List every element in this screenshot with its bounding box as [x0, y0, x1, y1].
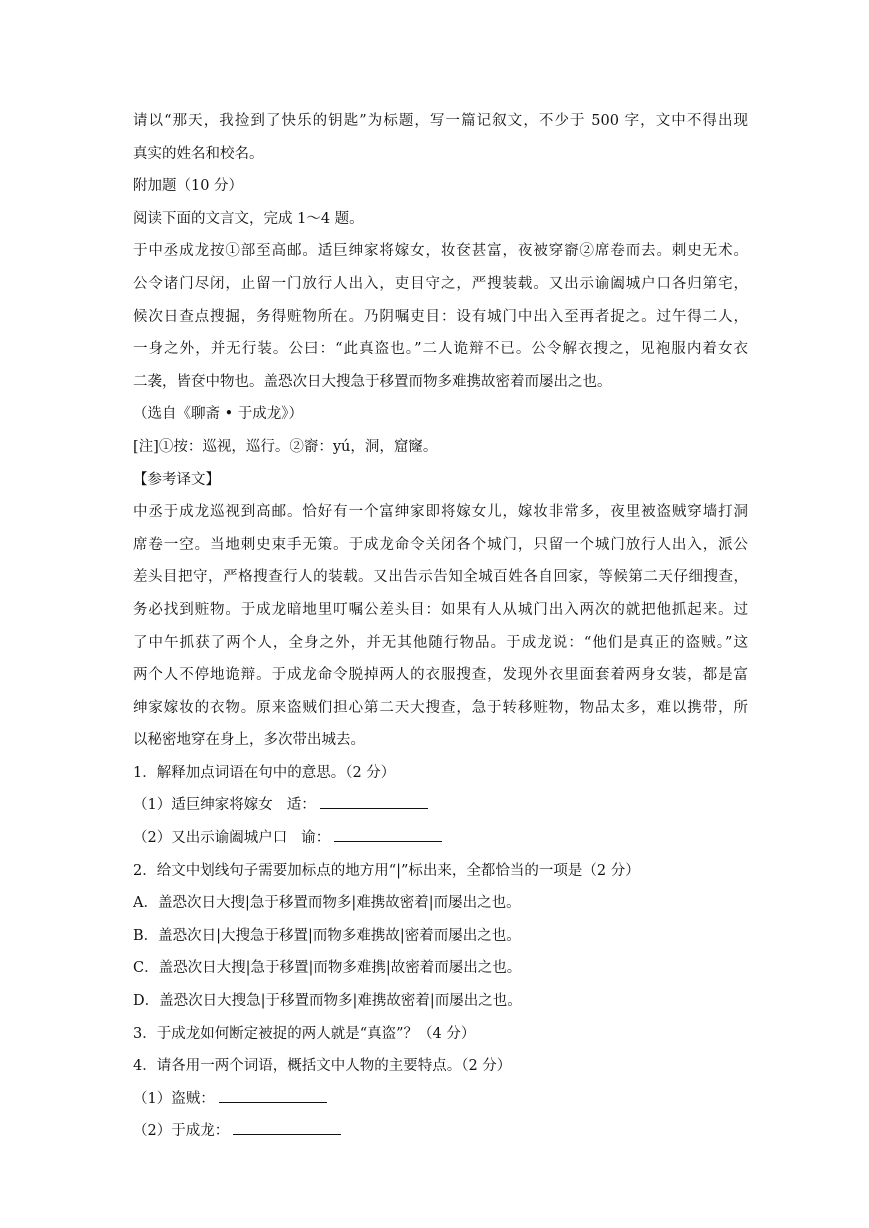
question-1-stem: 1．解释加点词语在句中的意思。（2 分） — [133, 764, 396, 781]
answer-blank[interactable] — [320, 794, 428, 809]
translation-line: 两个人不停地诡辩。于成龙命令脱掉两人的衣服搜查，发现外衣里面套着两身女装，都是富 — [133, 667, 748, 684]
source-citation: （选自《聊斋 • 于成龙》） — [133, 406, 304, 423]
classical-text-line: 二袭，皆奁中物也。盖恐次日大搜急于移置而物多难携故密着而屡出之也。 — [133, 373, 612, 390]
translation-line: 了中午抓获了两个人，全身之外，并无其他随行物品。于成龙说：“他们是真正的盗贼。”这 — [133, 634, 748, 651]
translation-line: 中丞于成龙巡视到高邮。恰好有一个富绅家即将嫁女儿，嫁妆非常多，夜里被盗贼穿墙打洞 — [133, 504, 748, 521]
document-content — [133, 105, 748, 1148]
translation-line: 绅家嫁妆的衣物。原来盗贼们担心第二天大搜查，急于转移赃物，物品太多，难以携带，所 — [133, 699, 748, 716]
question-1-item-1-text: （1）适巨绅家将嫁女 — [133, 797, 273, 814]
translation-line: 席卷一空。当地刺史束手无策。于成龙命令关闭各个城门，只留一个城门放行人出入，派公 — [133, 536, 748, 553]
essay-prompt-line-2: 真实的姓名和校名。 — [133, 145, 264, 162]
classical-text-line: 公令诸门尽闭，止留一门放行人出入，吏目守之，严搜装载。又出示谕阖城户口各归第宅， — [133, 275, 748, 292]
question-3-stem: 3．于成龙如何断定被捉的两人就是“真盗”？（4 分） — [133, 1025, 476, 1042]
classical-text-line: 一身之外，并无行装。公曰：“此真盗也。”二人诡辩不已。公令解衣搜之，见袍服内着女衣 — [133, 341, 748, 358]
question-1-item-2 — [133, 822, 748, 855]
answer-blank[interactable] — [334, 827, 442, 842]
answer-blank[interactable] — [233, 1120, 341, 1135]
translation-line: 差头目把守，严格搜查行人的装载。又出告示告知全城百姓各自回家，等候第二天仔细搜查， — [133, 569, 748, 586]
question-2-stem: 2．给文中划线句子需要加标点的地方用“|”标出来，全都恰当的一项是（2 分） — [133, 862, 640, 879]
question-2-option-a: A．盖恐次日大搜|急于移置而物多|难携故密着|而屡出之也。 — [133, 895, 521, 912]
question-2-option-d: D．盖恐次日大搜急|于移置而物多|难携故密着|而屡出之也。 — [133, 993, 522, 1010]
question-2-option-c: C．盖恐次日大搜|急于移置|而物多难携|故密着而屡出之也。 — [133, 960, 522, 977]
question-4-item-2 — [133, 1115, 748, 1148]
classical-text-line: 于中丞成龙按①部至高邮。适巨绅家将嫁女，妆奁甚富，夜被穿窬②席卷而去。刺史无术。 — [133, 243, 748, 260]
reading-instruction: 阅读下面的文言文，完成 1～4 题。 — [133, 210, 364, 227]
question-1-item-1 — [133, 789, 748, 822]
question-2-option-b: B．盖恐次日|大搜急于移置|而物多难携故|密着而屡出之也。 — [133, 927, 521, 944]
translation-line: 以秘密地穿在身上，多次带出城去。 — [133, 732, 365, 749]
question-1-item-1-label: 适： — [286, 797, 316, 814]
essay-prompt-line-1: 请以“那天，我捡到了快乐的钥匙”为标题，写一篇记叙文，不少于 500 字，文中不得出现 — [133, 113, 748, 129]
annotation-notes: [注]①按：巡视，巡行。②窬：yú，洞，窟窿。 — [133, 438, 438, 455]
classical-text-line: 候次日查点搜掘，务得赃物所在。乃阴嘱吏目：设有城门中出入至再者捉之。过午得二人， — [133, 308, 748, 325]
question-4-item-1-label: （1）盗贼： — [133, 1090, 215, 1107]
question-4-stem: 4．请各用一两个词语，概括文中人物的主要特点。（2 分） — [133, 1058, 512, 1075]
question-1-item-2-text: （2）又出示谕阖城户口 — [133, 830, 288, 847]
question-1-item-2-label: 谕： — [301, 830, 331, 847]
translation-heading: 【参考译文】 — [133, 471, 220, 488]
answer-blank[interactable] — [219, 1088, 327, 1103]
question-4-item-1 — [133, 1083, 748, 1116]
translation-line: 务必找到赃物。于成龙暗地里叮嘱公差头目：如果有人从城门出入两次的就把他抓起来。过 — [133, 601, 748, 618]
question-4-item-2-label: （2）于成龙： — [133, 1123, 230, 1140]
bonus-section-title: 附加题（10 分） — [133, 178, 244, 195]
